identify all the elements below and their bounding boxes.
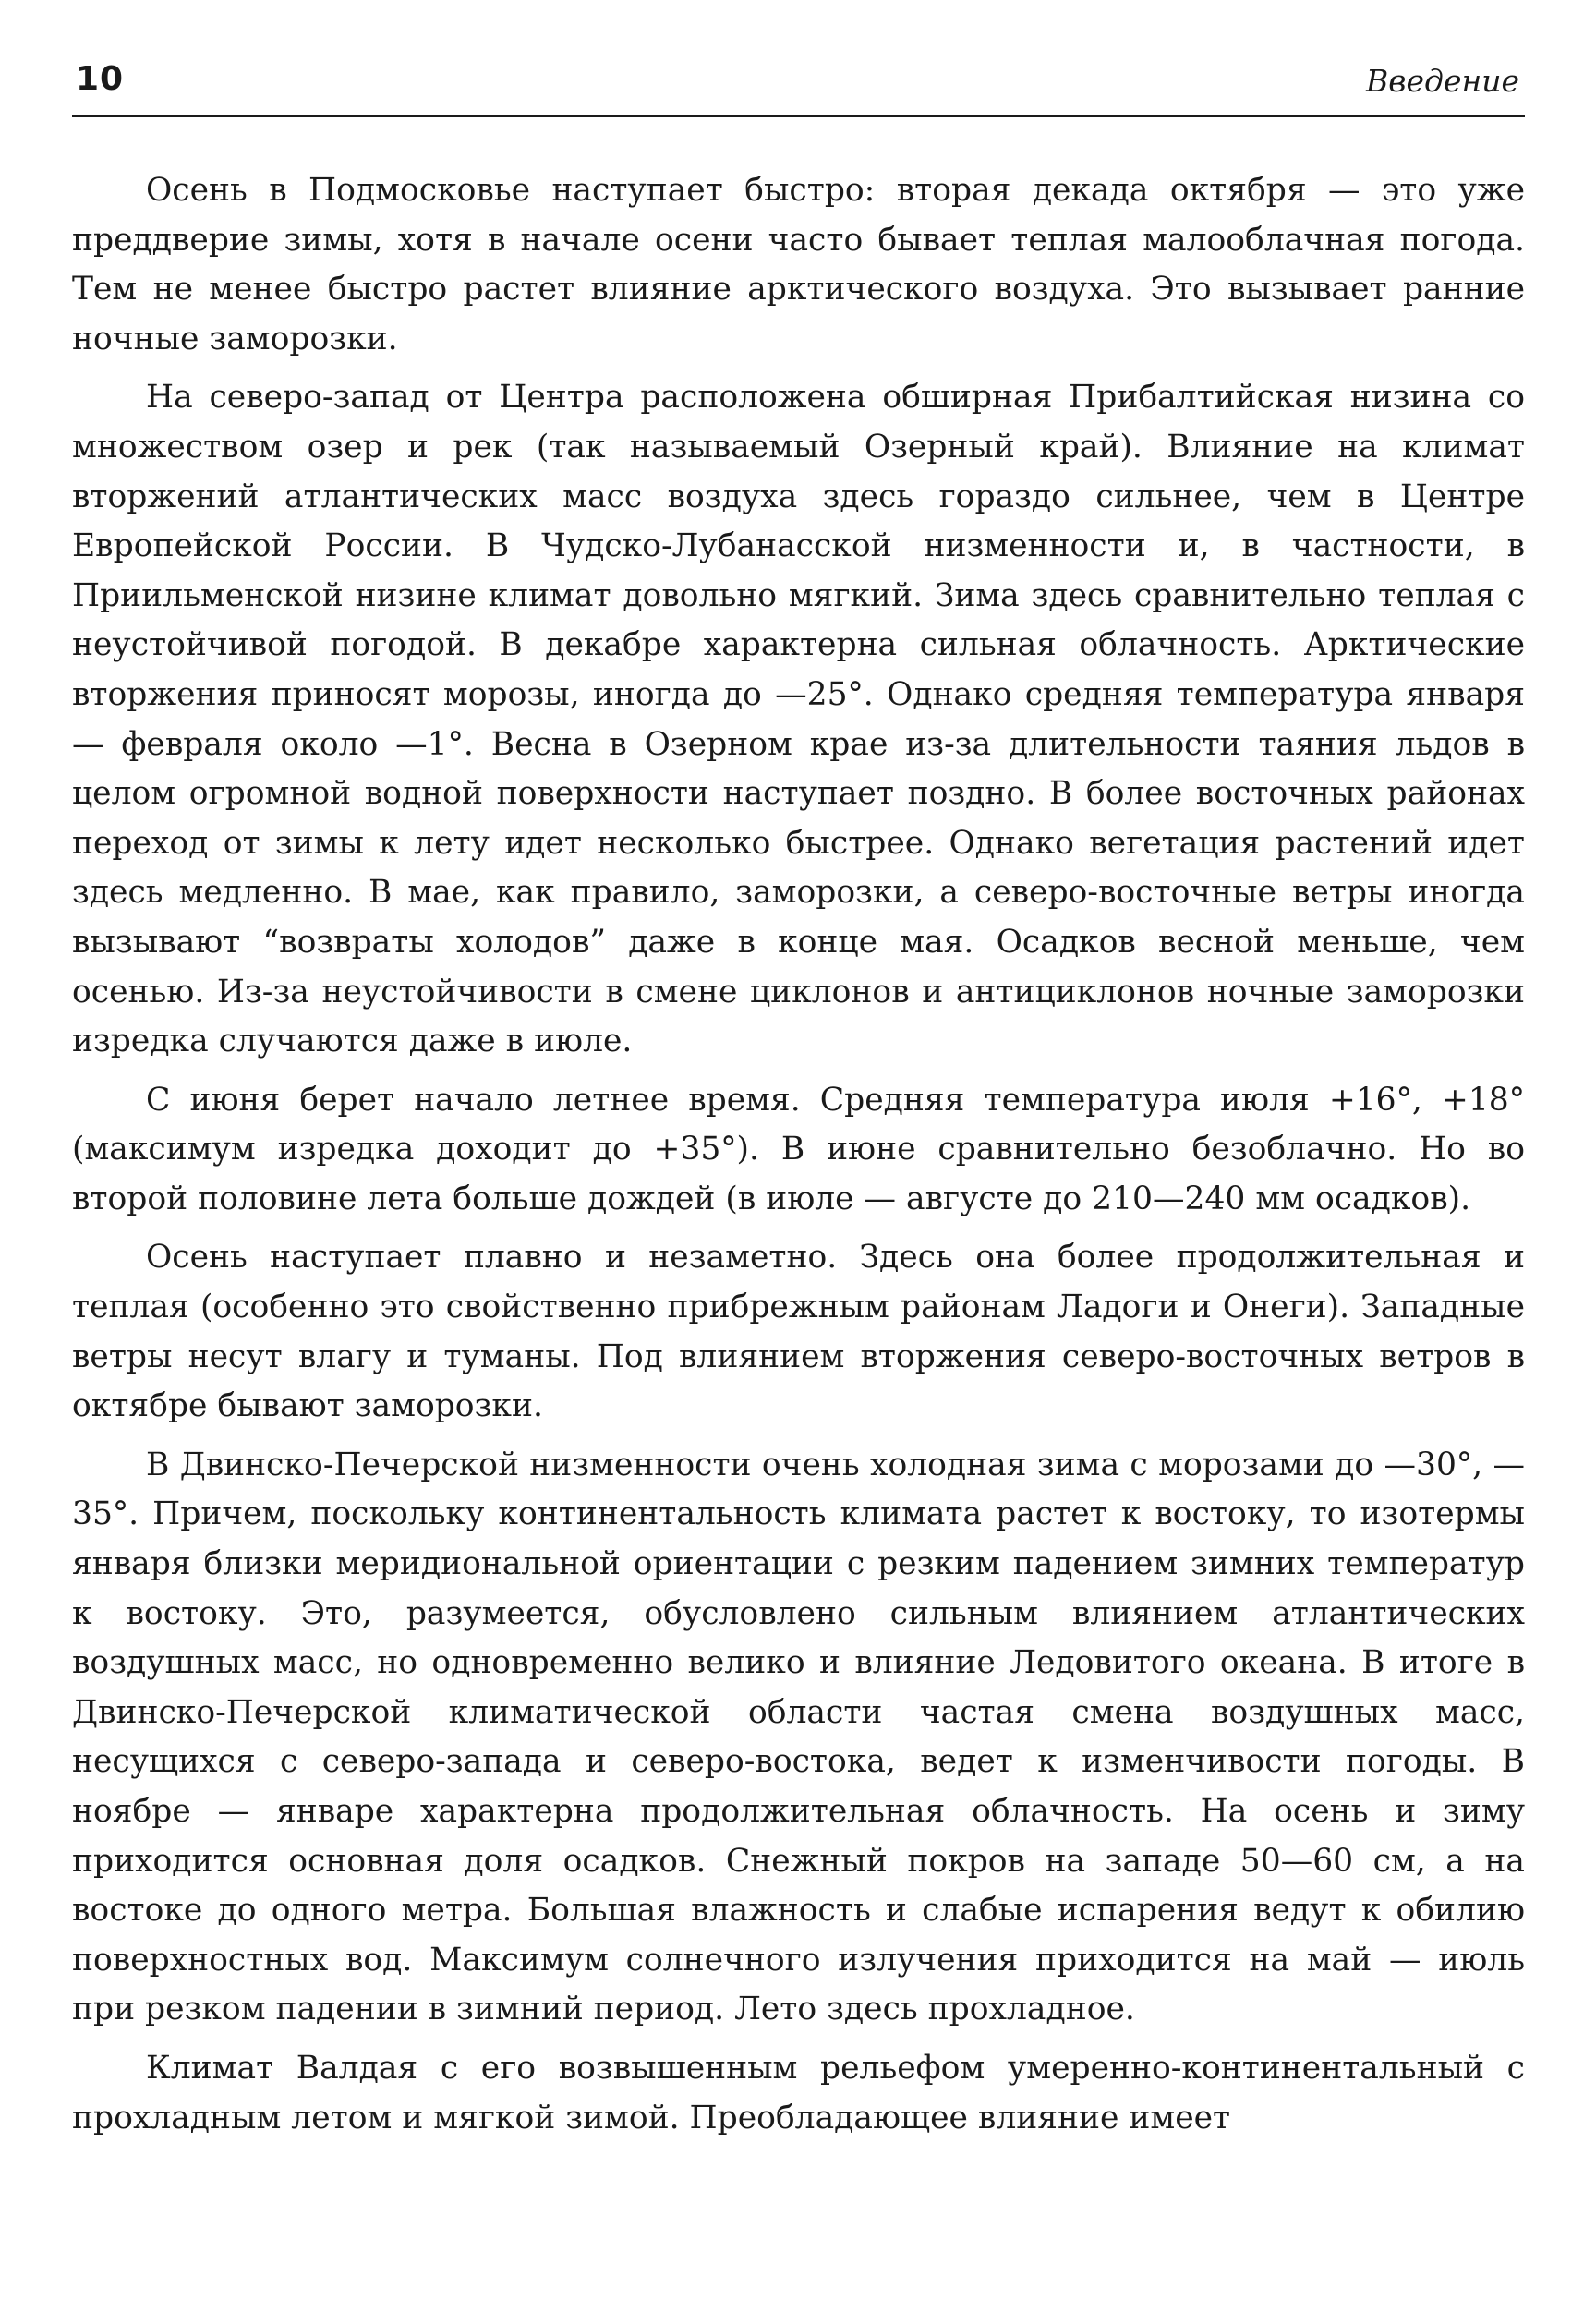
section-title: Введение — [1366, 63, 1519, 99]
page-number: 10 — [76, 60, 125, 98]
paragraph-northwest-lowland: На северо-запад от Центра расположена обширная Прибалтийская низина со множеством озер и рек (так называемый Озерный край). Влияние на климат вторжений атлантических масс воздуха здесь гораздо сильнее, чем в Центре Европейской России. В Чудско-Лубанасской низменности и, в частности, в Приильменской низине климат довольно мягкий. Зима здесь сравнительно теплая с неустойчивой погодой. В декабре характерна сильная облачность. Арктические вторжения приносят морозы, иногда до —25°. Однако средняя температура января — февраля около —1°. Весна в Озерном крае из-за длительности таяния льдов в целом огромной водной поверхности наступает поздно. В более восточных районах переход от зимы к лету идет несколько быстрее. Однако вегетация растений идет здесь медленно. В мае, как правило, заморозки, а северо-восточные ветры иногда вызывают “возвраты холодов” даже в конце мая. Осадков весной меньше, чем осенью. Из-за неустойчивости в смене циклонов и антициклонов ночные заморозки изредка случаются даже в июле. — [72, 379, 1525, 1060]
paragraph-autumn: Осень наступает плавно и незаметно. Здесь она более продолжительная и теплая (особенно это свойственно прибрежным районам Ладоги и Онеги). Западные ветры несут влагу и туманы. Под влиянием вторжения северо-восточных ветров в октябре бывают заморозки. — [72, 1239, 1525, 1425]
paragraph-summer: С июня берет начало летнее время. Средняя температура июля +16°, +18° (максимум изредка доходит до +35°). В июне сравнительно безоблачно. Но во второй половине лета больше дождей (в июле — августе до 210—240 мм осадков). — [72, 1081, 1525, 1217]
running-head — [72, 55, 1525, 117]
paragraph-moscow-autumn: Осень в Подмосковье наступает быстро: вторая декада октября — это уже преддверие зимы, хотя в начале осени часто бывает теплая малооблачная погода. Тем не менее быстро растет влияние арктического воздуха. Это вызывает ранние ночные заморозки. — [72, 172, 1525, 357]
paragraph-valdai: Климат Валдая с его возвышенным рельефом умеренно-континентальный с прохладным летом и мягкой зимой. Преобладающее влияние имеет — [72, 2049, 1525, 2136]
paragraph-dvina-pechora: В Двинско-Печерской низменности очень холодная зима с морозами до —30°, —35°. Причем, поскольку континентальность климата растет к востоку, то изотермы января близки меридиональной ориентации с резким падением зимних температур к востоку. Это, разумеется, обусловлено сильным влиянием атлантических воздушных масс, но одновременно велико и влияние Ледовитого океана. В итоге в Двинско-Печерской климатической области частая смена воздушных масс, несущихся с северо-запада и северо-востока, ведет к изменчивости погоды. В ноябре — январе характерна продолжительная облачность. На осень и зиму приходится основная доля осадков. Снежный покров на западе 50—60 см, а на востоке до одного метра. Большая влажность и слабые испарения ведут к обилию поверхностных вод. Максимум солнечного излучения приходится на май — июль при резком падении в зимний период. Лето здесь прохладное. — [72, 1446, 1525, 2028]
body-text — [72, 166, 1525, 2152]
